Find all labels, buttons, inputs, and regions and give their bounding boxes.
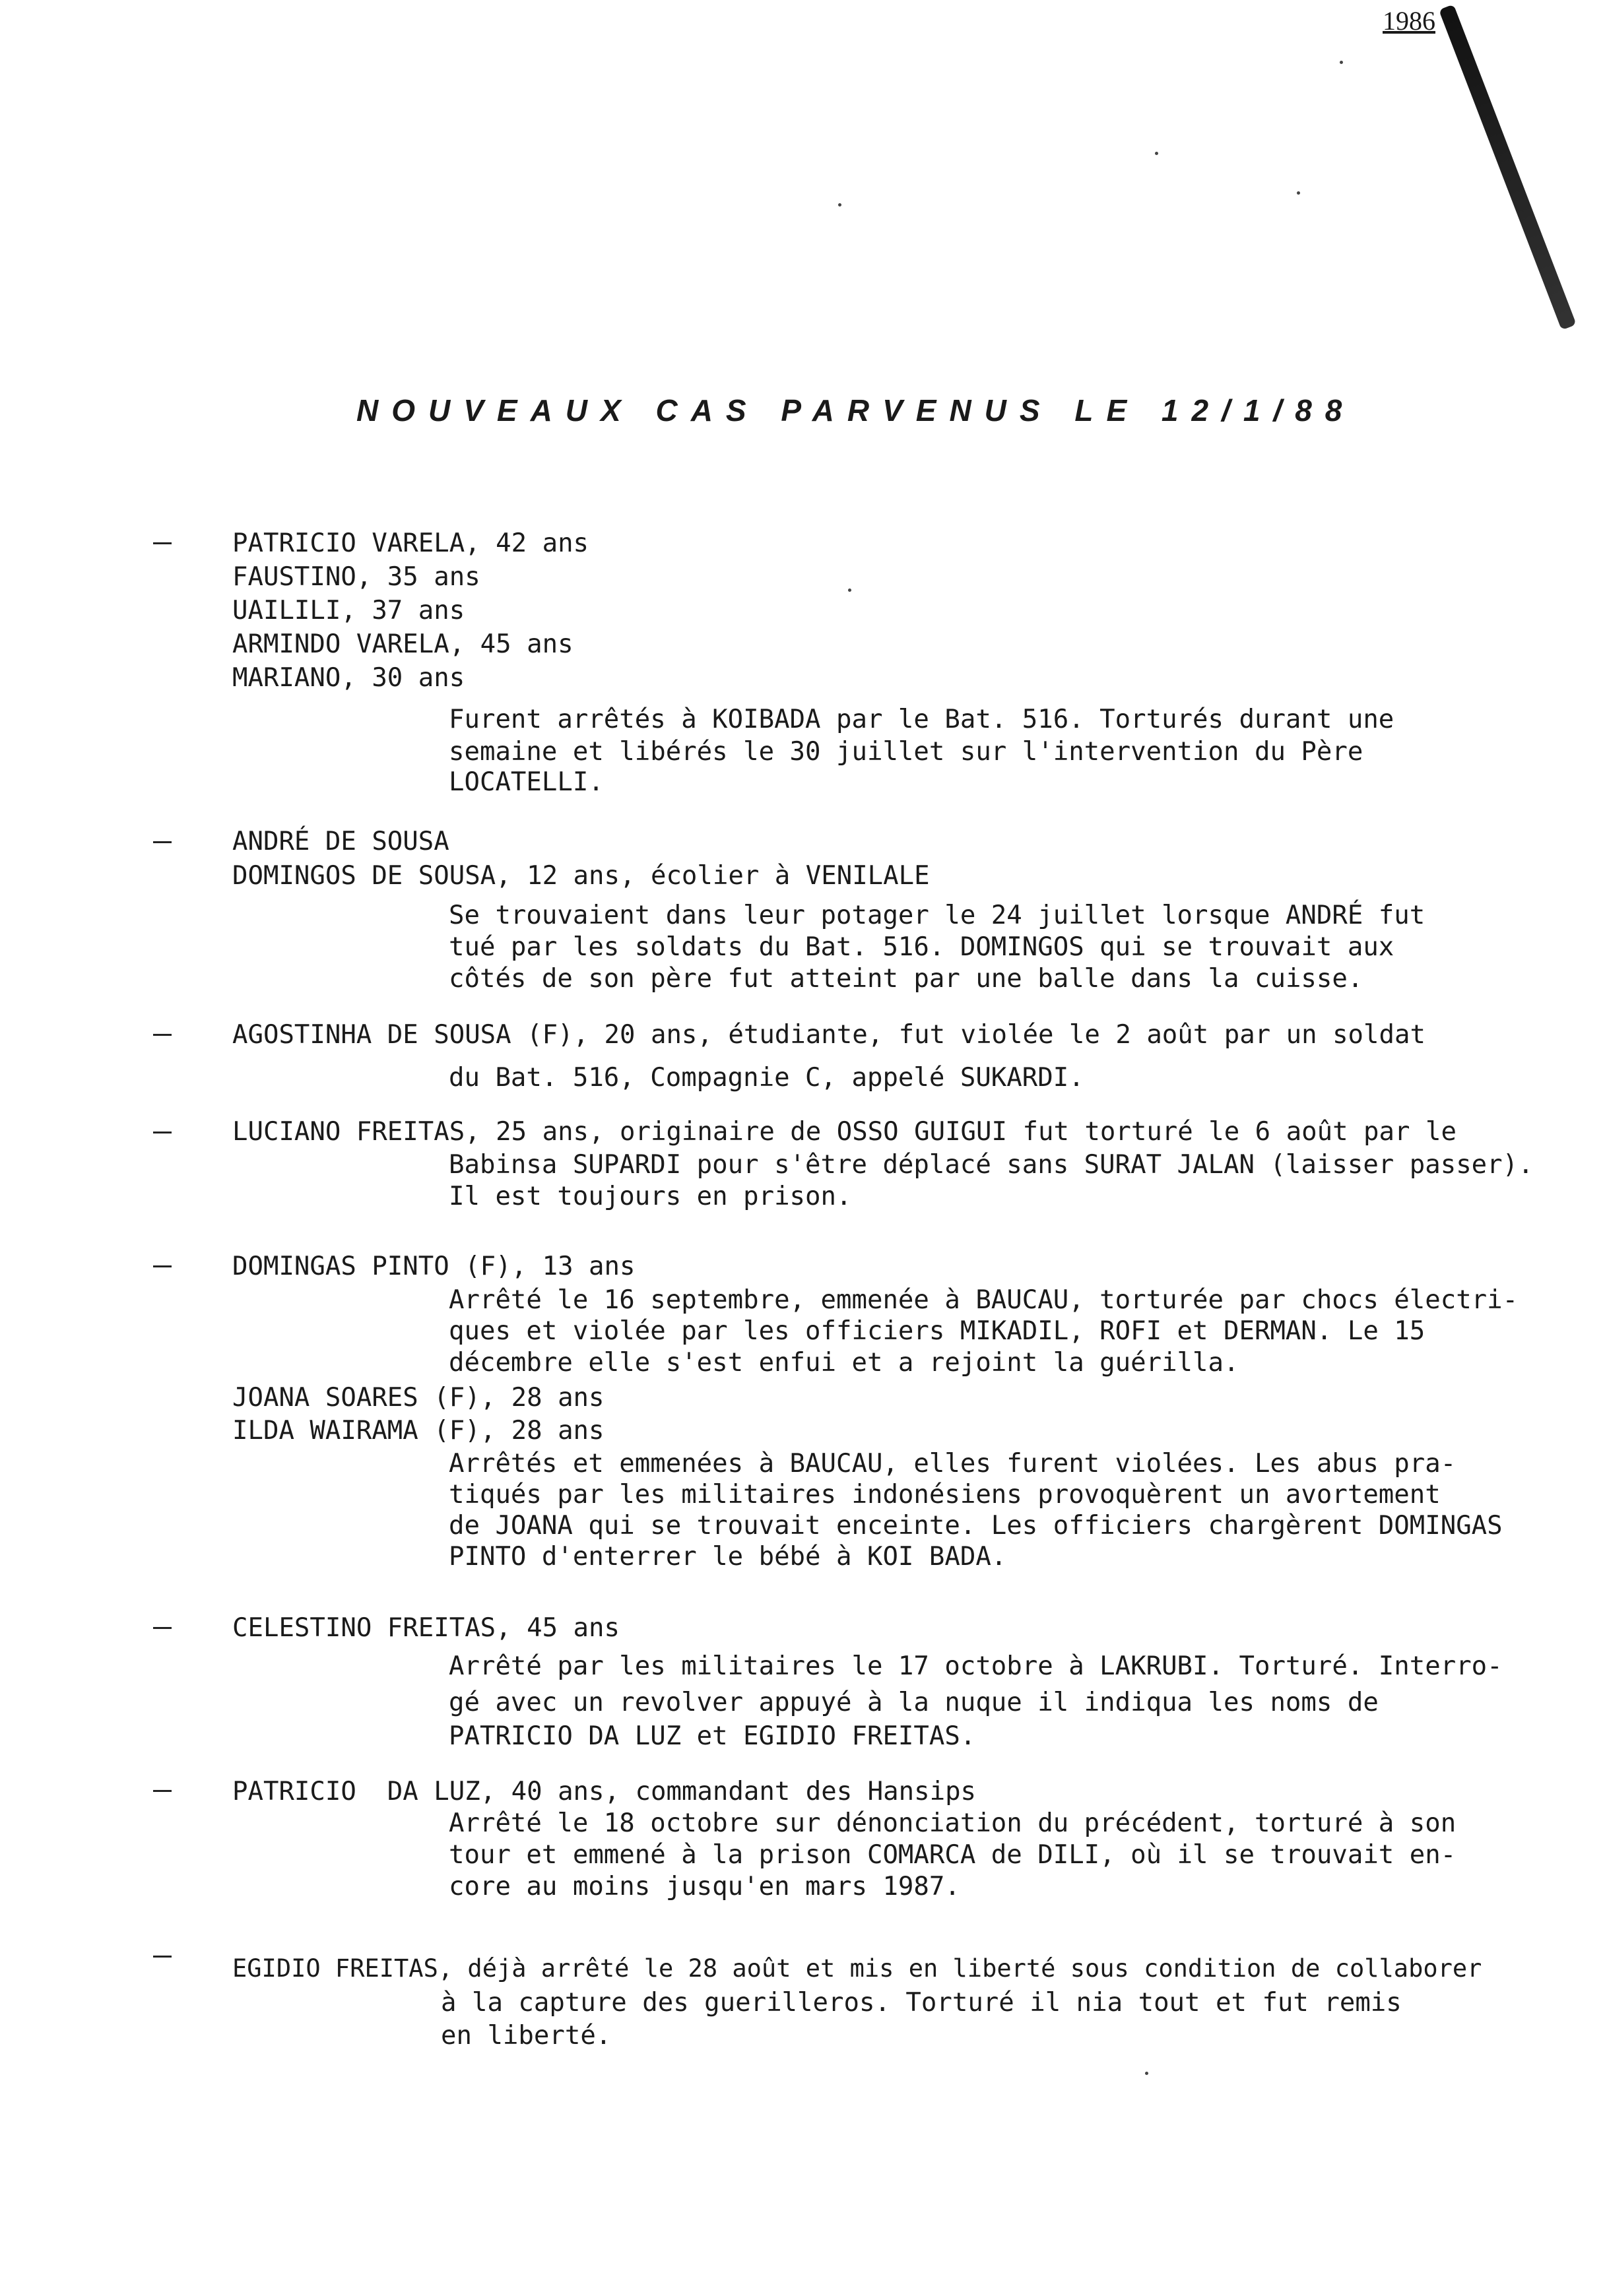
entry-description: tué par les soldats du Bat. 516. DOMINGOS qui se trouvait aux bbox=[449, 932, 1394, 962]
entry-description: décembre elle s'est enfui et a rejoint la guérilla. bbox=[449, 1348, 1239, 1378]
entry-description: tiqués par les militaires indonésiens provoquèrent un avortement bbox=[449, 1480, 1441, 1510]
entry-name: ARMINDO VARELA, 45 ans bbox=[232, 629, 573, 659]
document-title: NOUVEAUX CAS PARVENUS LE 12/1/88 bbox=[356, 393, 1356, 428]
entry-description: LOCATELLI. bbox=[449, 767, 604, 797]
entry-description: PATRICIO DA LUZ et EGIDIO FREITAS. bbox=[449, 1721, 976, 1751]
entry-description: en liberté. bbox=[441, 2021, 612, 2051]
entry-description: Arrêtés et emmenées à BAUCAU, elles furent violées. Les abus pra- bbox=[449, 1449, 1457, 1479]
entry-description: Il est toujours en prison. bbox=[449, 1182, 852, 1211]
entry-name: ILDA WAIRAMA (F), 28 ans bbox=[232, 1416, 605, 1446]
entry-name: MARIANO, 30 ans bbox=[232, 663, 465, 693]
entry-name: AGOSTINHA DE SOUSA (F), 20 ans, étudiante, fut violée le 2 août par un soldat bbox=[232, 1020, 1425, 1050]
entry-description: Arrêté le 16 septembre, emmenée à BAUCAU, torturée par chocs électri- bbox=[449, 1285, 1519, 1315]
entry-description: Se trouvaient dans leur potager le 24 juillet lorsque ANDRÉ fut bbox=[449, 901, 1425, 930]
scan-speck bbox=[1145, 2072, 1148, 2075]
entry-name: JOANA SOARES (F), 28 ans bbox=[232, 1383, 605, 1413]
entry-name: ANDRÉ DE SOUSA bbox=[232, 827, 449, 856]
entry-description: du Bat. 516, Compagnie C, appelé SUKARDI. bbox=[449, 1063, 1084, 1093]
entry-description: de JOANA qui se trouvait enceinte. Les officiers chargèrent DOMINGAS bbox=[449, 1511, 1503, 1541]
entry-dash bbox=[153, 1627, 172, 1629]
entry-name: LUCIANO FREITAS, 25 ans, originaire de OSSO GUIGUI fut torturé le 6 août par le bbox=[232, 1117, 1457, 1147]
entry-dash bbox=[153, 542, 172, 544]
entry-description: Arrêté par les militaires le 17 octobre à LAKRUBI. Torturé. Interro- bbox=[449, 1651, 1503, 1681]
entry-dash bbox=[153, 1132, 172, 1133]
entry-dash bbox=[153, 1956, 172, 1958]
entry-name: UAILILI, 37 ans bbox=[232, 596, 465, 625]
entry-name: PATRICIO VARELA, 42 ans bbox=[232, 528, 589, 558]
scan-speck bbox=[1340, 61, 1343, 64]
entry-name: FAUSTINO, 35 ans bbox=[232, 562, 480, 592]
entry-dash bbox=[153, 841, 172, 843]
entry-name: CELESTINO FREITAS, 45 ans bbox=[232, 1613, 620, 1643]
entry-description: Furent arrêtés à KOIBADA par le Bat. 516. Torturés durant une bbox=[449, 705, 1394, 734]
entry-description: ques et violée par les officiers MIKADIL, ROFI et DERMAN. Le 15 bbox=[449, 1316, 1425, 1346]
entry-name: PATRICIO DA LUZ, 40 ans, commandant des Hansips bbox=[232, 1777, 977, 1806]
entry-dash bbox=[153, 1034, 172, 1036]
scan-speck bbox=[848, 589, 851, 592]
entry-description: core au moins jusqu'en mars 1987. bbox=[449, 1872, 960, 1901]
entry-dash bbox=[153, 1790, 172, 1792]
entry-dash bbox=[153, 1265, 172, 1267]
entry-description: PINTO d'enterrer le bébé à KOI BADA. bbox=[449, 1542, 1007, 1572]
entry-description: à la capture des guerilleros. Torturé il nia tout et fut remis bbox=[441, 1988, 1402, 2018]
entry-name: EGIDIO FREITAS, déjà arrêté le 28 août et mis en liberté sous condition de collaborer bbox=[232, 1954, 1482, 1983]
entry-description: Arrêté le 18 octobre sur dénonciation du précédent, torturé à son bbox=[449, 1808, 1457, 1838]
entry-description: gé avec un revolver appuyé à la nuque il indiqua les noms de bbox=[449, 1688, 1379, 1717]
handwritten-slash-mark bbox=[1439, 4, 1577, 330]
entry-name: DOMINGOS DE SOUSA, 12 ans, écolier à VENILALE bbox=[232, 861, 930, 891]
scan-speck bbox=[1155, 152, 1158, 155]
entry-description: tour et emmené à la prison COMARCA de DILI, où il se trouvait en- bbox=[449, 1840, 1457, 1870]
page-number: 1986 bbox=[1383, 6, 1435, 36]
entry-description: côtés de son père fut atteint par une balle dans la cuisse. bbox=[449, 964, 1363, 994]
scan-speck bbox=[1297, 191, 1300, 195]
entry-name: DOMINGAS PINTO (F), 13 ans bbox=[232, 1252, 636, 1281]
entry-description: semaine et libérés le 30 juillet sur l'intervention du Père bbox=[449, 737, 1363, 767]
entry-description: Babinsa SUPARDI pour s'être déplacé sans SURAT JALAN (laisser passer). bbox=[449, 1150, 1534, 1180]
scan-speck bbox=[838, 203, 841, 207]
